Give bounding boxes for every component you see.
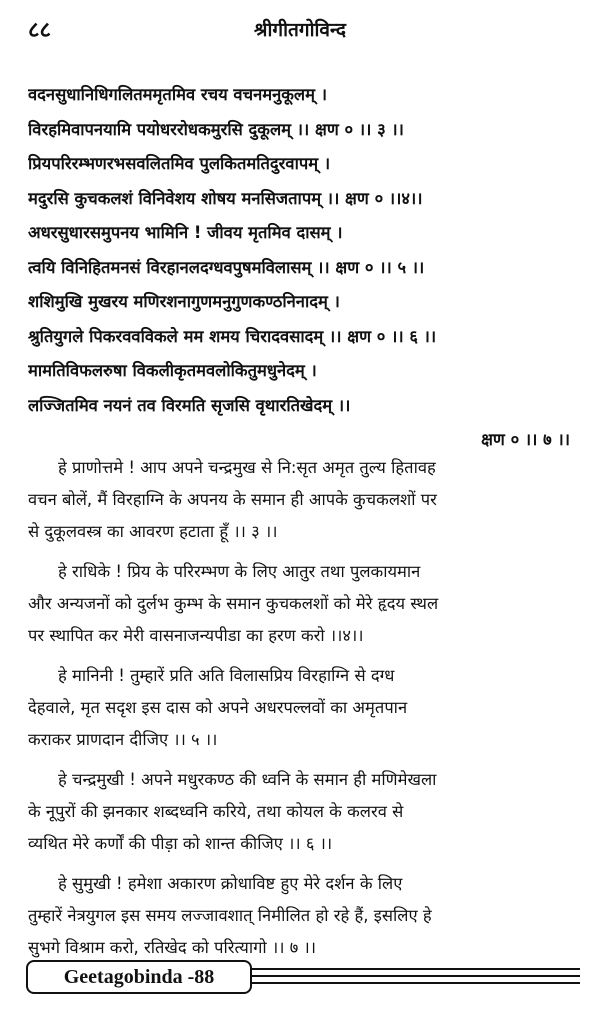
verse-line: मामतिविफलरुषा विकलीकृतमवलोकितुमधुनेदम् । [28,361,317,380]
footer-label: Geetagobinda -88 [26,960,252,994]
paragraph-line: कराकर प्राणदान दीजिए ।। ५ ।। [28,730,218,749]
verse-line: वदनसुधानिधिगलितममृतमिव रचय वचनमनुकूलम् । [28,85,327,104]
sanskrit-verses [28,78,578,458]
paragraph-line: तुम्हारें नेत्रयुगल इस समय लज्जावशात् निमीलित हो रहे हैं, इसलिए हे [28,906,432,925]
footer-divider [252,968,580,970]
verse-refrain: क्षण ० ।। ७ ।। [481,430,570,449]
paragraph-line: हे प्राणोत्तमे ! आप अपने चन्द्रमुख से नि:सृत अमृत तुल्य हितावह [58,458,436,477]
verse-line: अधरसुधारसमुपनय भामिनि ! जीवय मृतमिव दासम् । [28,223,343,242]
verse-line: त्वयि विनिहितमनसं विरहानलदग्धवपुषमविलासम् ।। क्षण ० ।। ५ ।। [28,257,425,277]
paragraph-line: हे राधिके ! प्रिय के परिरम्भण के लिए आतुर तथा पुलकायमान [58,562,421,581]
paragraph-line: हे चन्द्रमुखी ! अपने मधुरकण्ठ की ध्वनि के समान ही मणिमेखला [58,770,437,789]
paragraph-line: पर स्थापित कर मेरी वासनाजन्यपीडा का हरण करो ।।४।। [28,626,364,645]
page-number: ८८ [28,18,51,43]
translation-paragraph [28,660,578,756]
verse-line: मदुरसि कुचकलशं विनिवेशय शोषय मनसिजतापम् ।। क्षण ० ।।४।। [28,188,423,208]
translation-paragraph [28,868,578,964]
hindi-translation [28,452,578,972]
paragraph-line: व्यथित मेरे कर्णों की पीड़ा को शान्त कीजिए ।। ६ ।। [28,834,333,853]
paragraph-line: देहवाले, मृत सदृश इस दास को अपने अधरपल्लवों का अमृतपान [28,698,408,717]
paragraph-line: हे सुमुखी ! हमेशा अकारण क्रोधाविष्ट हुए मेरे दर्शन के लिए [58,874,403,893]
paragraph-line: हे मानिनी ! तुम्हारें प्रति अति विलासप्रिय विरहाग्नि से दग्ध [58,666,395,685]
paragraph-line: और अन्यजनों को दुर्लभ कुम्भ के समान कुचकलशों को मेरे हृदय स्थल [28,594,439,613]
verse-line: लज्जितमिव नयनं तव विरमति सृजसि वृथारतिखेदम् ।। [28,395,351,415]
paragraph-line: सुभगे विश्राम करो, रतिखेद को परित्यागो ।। ७ ।। [28,938,317,957]
page-header [28,12,572,46]
running-title: श्रीगीतगोविन्द [254,19,346,41]
footer-divider [252,982,580,984]
page-footer [26,960,580,1000]
verse-line: शशिमुखि मुखरय मणिरशनागुणमनुगुणकण्ठनिनादम् । [28,292,340,311]
translation-paragraph [28,452,578,548]
translation-paragraph [28,764,578,860]
paragraph-line: वचन बोलें, मैं विरहाग्नि के अपनय के समान ही आपके कुचकलशों पर [28,490,437,509]
paragraph-line: के नूपुरों की झनकार शब्दध्वनि करिये, तथा कोयल के कलरव से [28,802,404,821]
verse-line: श्रुतियुगले पिकरववविकले मम शमय चिरादवसादम् ।। क्षण ० ।। ६ ।। [28,326,437,346]
footer-divider [252,975,580,977]
paragraph-line: से दुकूलवस्त्र का आवरण हटाता हूँ ।। ३ ।। [28,522,278,541]
verse-line: विरहमिवापनयामि पयोधररोधकमुरसि दुकूलम् ।। क्षण ० ।। ३ ।। [28,119,404,139]
verse-line: प्रियपरिरम्भणरभसवलितमिव पुलकितमतिदुरवापम् । [28,154,331,173]
translation-paragraph [28,556,578,652]
